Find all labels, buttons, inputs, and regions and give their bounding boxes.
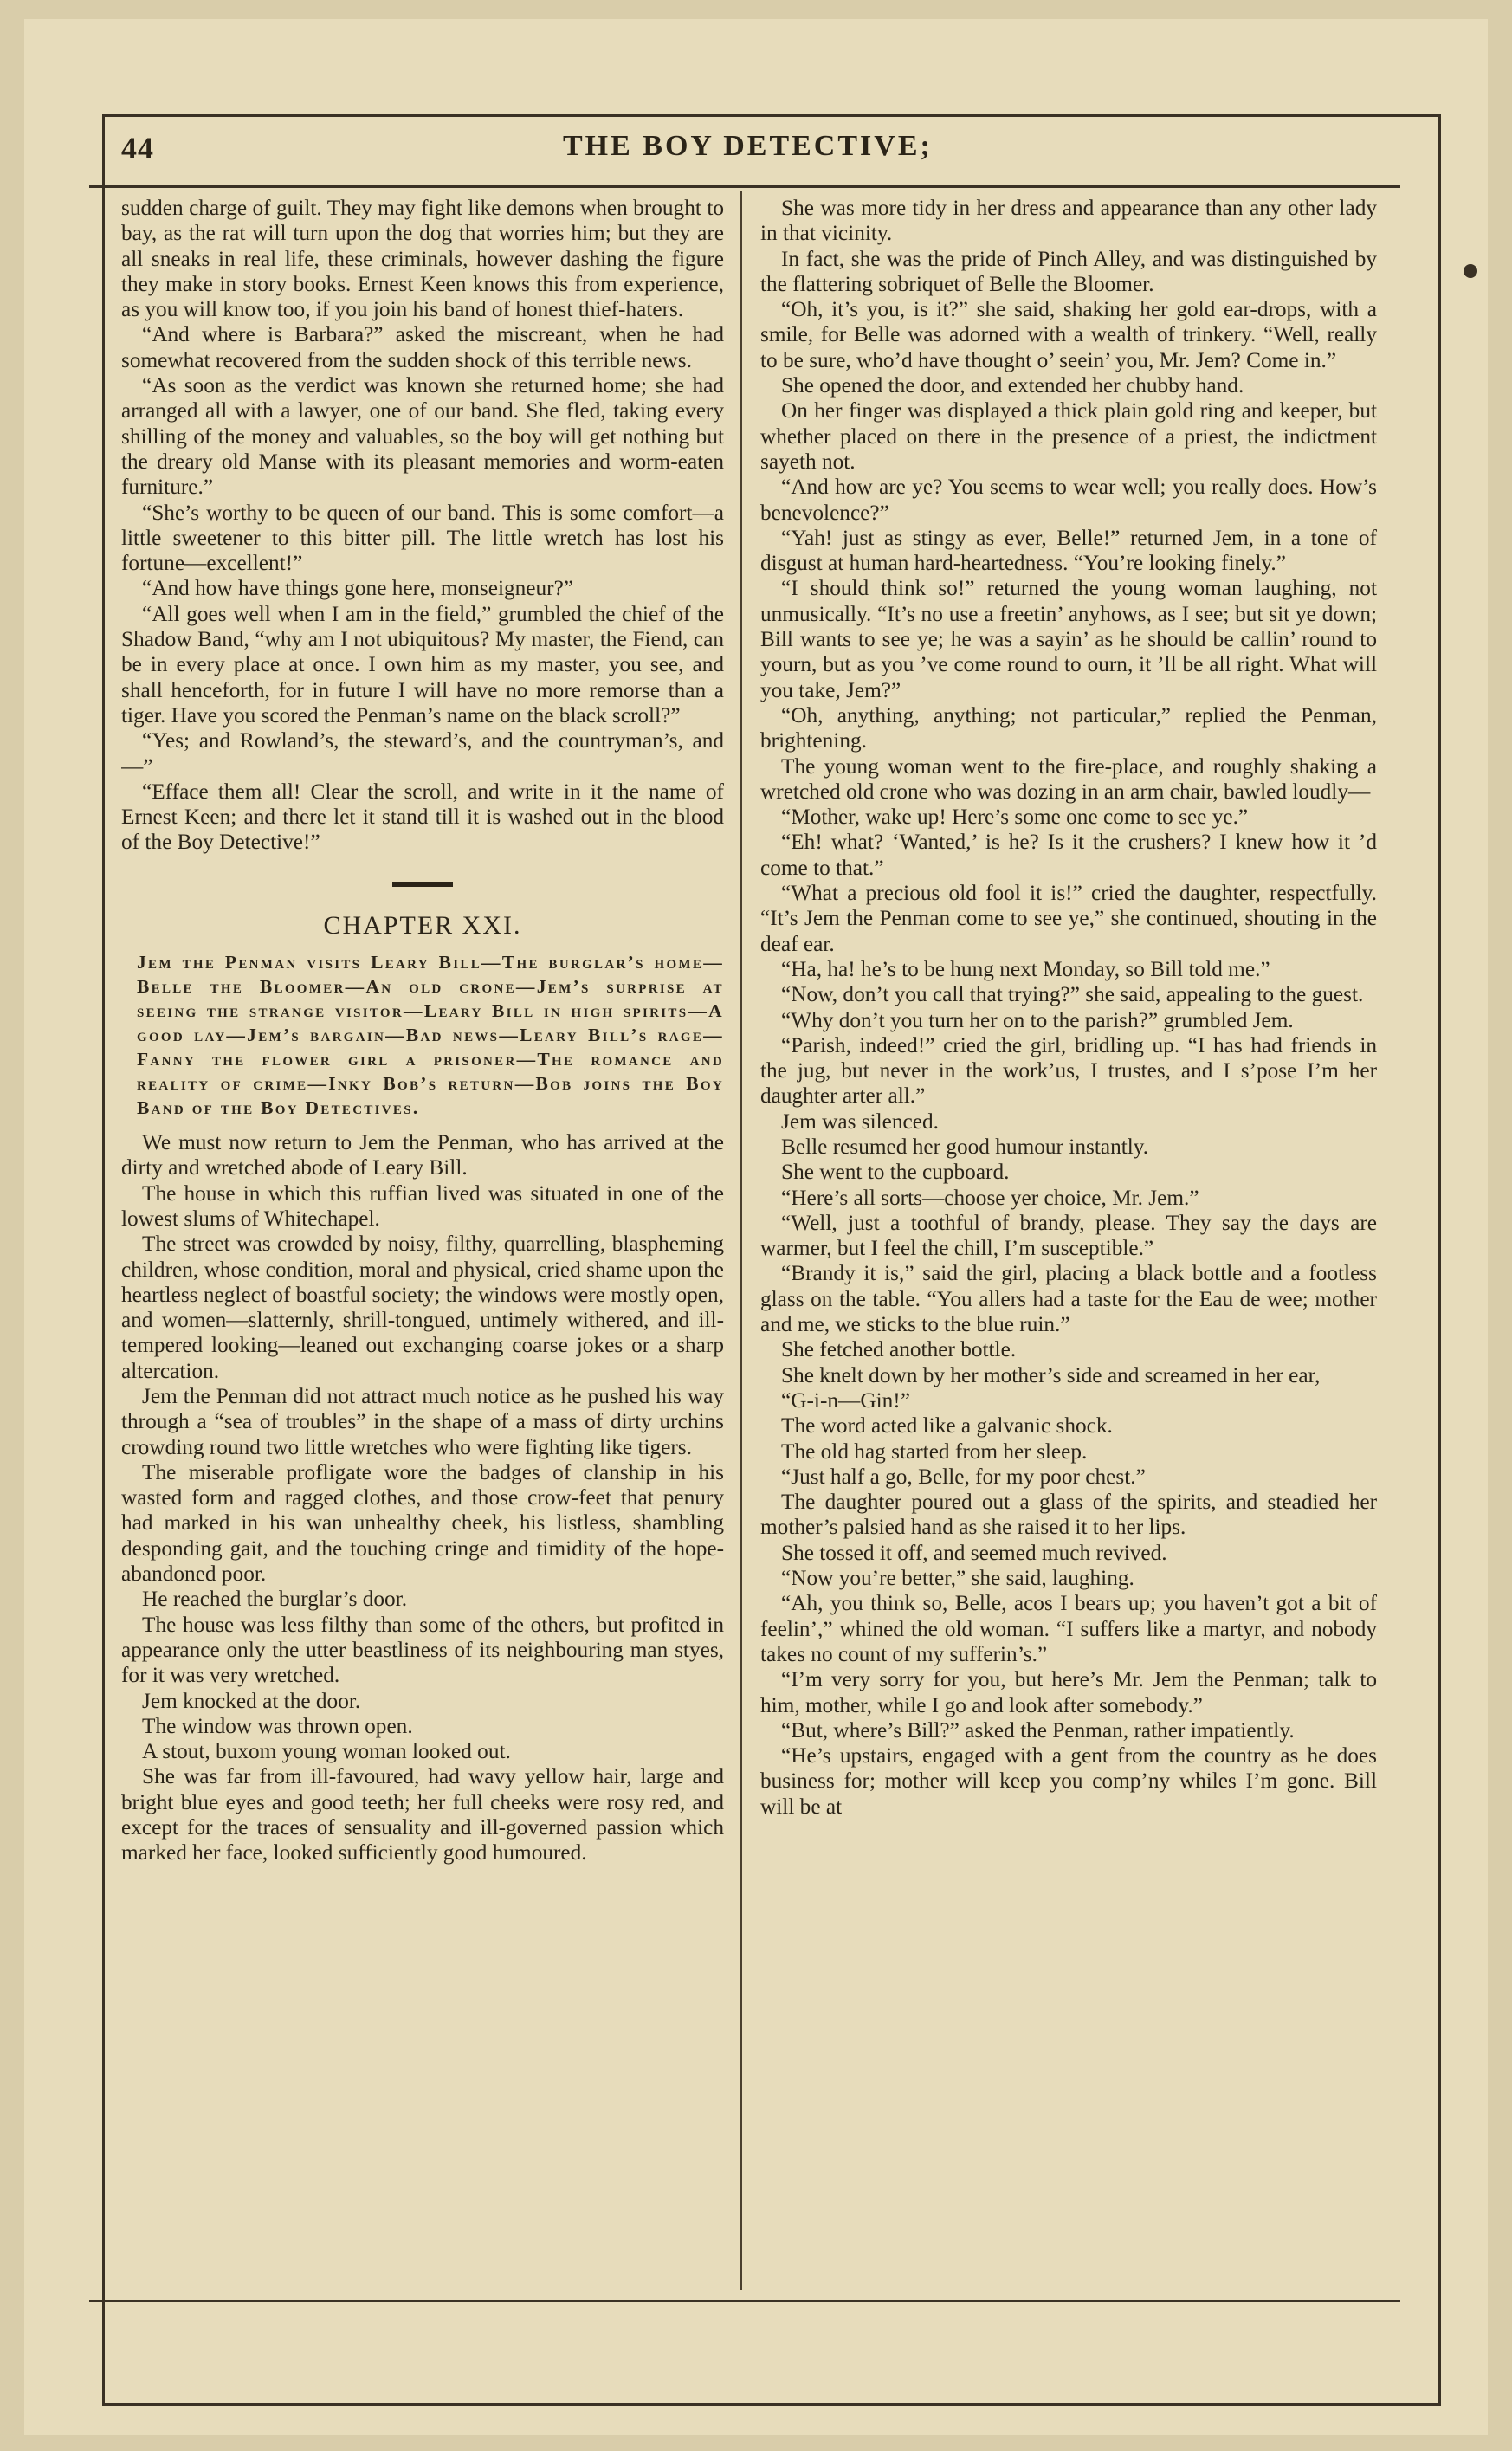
section-divider — [392, 882, 453, 887]
paragraph: The house in which this ruffian lived was situated in one of the lowest slums of Whitechapel. — [121, 1180, 724, 1231]
paragraph: “She’s worthy to be queen of our band. This is some comfort—a little sweetener to this bitter pill. The little wretch has lost his fortune—excellent!” — [121, 500, 724, 576]
paragraph: The old hag started from her sleep. — [781, 1439, 1088, 1464]
paragraph: She opened the door, and extended her chubby hand. — [781, 373, 1244, 398]
left-column-text-after-chapter — [121, 1130, 724, 1866]
footer-rule — [89, 2300, 1400, 2302]
paragraph: She was far from ill-favoured, had wavy yellow hair, large and bright blue eyes and good teeth; her full cheeks were rosy red, and except for the traces of sensuality and ill-governed passion which marked her face, looked sufficiently good humoured. — [121, 1764, 724, 1866]
paragraph: He reached the burglar’s door. — [142, 1587, 408, 1612]
paragraph: “But, where’s Bill?” asked the Penman, rather impatiently. — [781, 1717, 1295, 1743]
paragraph: “Why don’t you turn her on to the parish?” grumbled Jem. — [781, 1007, 1294, 1032]
paragraph: “I’m very sorry for you, but here’s Mr. Jem the Penman; talk to him, mother, while I go and look after somebody.” — [760, 1667, 1377, 1717]
paragraph: “Yes; and Rowland’s, the steward’s, and the countryman’s, and—” — [121, 728, 724, 779]
paragraph: “And how have things gone here, monseigneur?” — [142, 576, 574, 601]
chapter-synopsis: Jem the Penman visits Leary Bill—The burglar’s home—Belle the Bloomer—An old crone—Jem’s surprise at seeing the strange visitor—Leary Bill in high spirits—A good lay—Jem’s bargain—Bad news—Leary Bill’s rage—Fanny the flower girl a prisoner—The romance and reality of crime—Inky Bob’s return—Bob joins the Boy Band of the Boy Detectives. — [137, 952, 724, 1119]
paragraph: sudden charge of guilt. They may fight like demons when brought to bay, as the rat will turn upon the dog that worries him; but they are all sneaks in real life, these criminals, however dashing the figure they make in story books. Ernest Keen knows this from experience, as you will know too, if you join his band of honest thief-haters. — [121, 196, 724, 322]
paragraph: “Oh, anything, anything; not particular,” replied the Penman, brightening. — [760, 702, 1377, 753]
paragraph: “Oh, it’s you, is it?” she said, shaking her gold ear-drops, with a smile, for Belle was adorned with a wealth of trinkery. “Well, really to be sure, who’d have thought o’ seein’ you, Mr. Jem? Come in.” — [760, 297, 1377, 372]
paragraph: “As soon as the verdict was known she returned home; she had arranged all with a lawyer, one of our band. She fled, taking every shilling of the money and valuables, so the boy will get nothing but the dreary old Manse with its pleasant memories and worm-eaten furniture.” — [121, 373, 724, 500]
paragraph: She knelt down by her mother’s side and screamed in her ear, — [781, 1362, 1321, 1387]
paragraph: She went to the cupboard. — [781, 1160, 1010, 1185]
paragraph: On her finger was displayed a thick plain gold ring and keeper, but whether placed on there in the presence of a priest, the indictment sayeth not. — [760, 398, 1377, 474]
header-rule — [89, 185, 1400, 188]
paragraph: In fact, she was the pride of Pinch Alley, and was distinguished by the flattering sobriquet of Belle the Bloomer. — [760, 246, 1377, 296]
paragraph: Jem the Penman did not attract much notice as he pushed his way through a “sea of troubles” in the shape of a mass of dirty urchins crowding round two little wretches who were fighting like tigers. — [121, 1383, 724, 1459]
paragraph: “Brandy it is,” said the girl, placing a black bottle and a footless glass on the table. “You allers had a taste for the Eau de wee; mother and me, we sticks to the blue ruin.” — [760, 1261, 1377, 1337]
paragraph: Jem knocked at the door. — [142, 1688, 361, 1713]
paragraph: The window was thrown open. — [142, 1713, 413, 1738]
right-column-text — [760, 196, 1377, 1820]
paragraph: The daughter poured out a glass of the spirits, and steadied her mother’s palsied hand as she raised it to her lips. — [760, 1490, 1377, 1540]
paragraph: “Now, don’t you call that trying?” she said, appealing to the guest. — [781, 982, 1364, 1007]
right-column — [760, 196, 1377, 2295]
paragraph: The word acted like a galvanic shock. — [781, 1413, 1113, 1439]
paragraph: “G-i-n—Gin!” — [781, 1387, 910, 1413]
paragraph: “Ah, you think so, Belle, acos I bears up; you haven’t got a bit of feelin’,” whined the old woman. “I suffers like a martyr, and nobody takes no count of my sufferin’s.” — [760, 1591, 1377, 1666]
paragraph: “All goes well when I am in the field,” grumbled the chief of the Shadow Band, “why am I not ubiquitous? My master, the Fiend, can be in every place at once. I own him as my master, you see, and shall henceforth, for in future I will have no more remorse than a tiger. Have you scored the Penman’s name on the black scroll?” — [121, 601, 724, 728]
paragraph: “Just half a go, Belle, for my poor chest.” — [781, 1464, 1146, 1489]
paragraph: “Efface them all! Clear the scroll, and write in it the name of Ernest Keen; and there let it stand till it is washed out in the blood of the Boy Detective!” — [121, 779, 724, 855]
paragraph: “What a precious old fool it is!” cried the daughter, respectfully. “It’s Jem the Penman come to see ye,” she continued, shouting in the deaf ear. — [760, 881, 1377, 956]
paragraph: “Parish, indeed!” cried the girl, bridling up. “I has had friends in the jug, but never in the work’us, I trustes, and I s’pose I’m her daughter arter all.” — [760, 1032, 1377, 1109]
paragraph: “Yah! just as stingy as ever, Belle!” returned Jem, in a tone of disgust at human hard-heartedness. “You’re looking finely.” — [760, 525, 1377, 576]
column-divider — [740, 191, 742, 2290]
paragraph: A stout, buxom young woman looked out. — [142, 1739, 511, 1764]
paragraph: “Ha, ha! he’s to be hung next Monday, so Bill told me.” — [781, 956, 1270, 981]
paragraph: The street was crowded by noisy, filthy, quarrelling, blaspheming children, whose condition, moral and physical, cried shame upon the heartless neglect of boastful society; the windows were mostly open, and women—slatternly, shrill-tongued, untimely withered, and ill-tempered looking—leaned out exchanging coarse jokes or a sharp altercation. — [121, 1232, 724, 1383]
chapter-title: CHAPTER XXI. — [323, 910, 522, 940]
paragraph: She was more tidy in her dress and appearance than any other lady in that vicinity. — [760, 196, 1377, 246]
page-header — [121, 130, 1377, 182]
paragraph: She fetched another bottle. — [781, 1337, 1017, 1362]
running-title: THE BOY DETECTIVE; — [563, 130, 933, 162]
left-column — [121, 196, 724, 2295]
paragraph: The house was less filthy than some of the others, but profited in appearance only the utter beastliness of its neighbouring man styes, for it was very wretched. — [121, 1612, 724, 1688]
paragraph: Belle resumed her good humour instantly. — [781, 1134, 1149, 1159]
paragraph: The miserable profligate wore the badges of clanship in his wasted form and ragged clothes, and those crow-feet that penury had marked in his wan unhealthy cheek, his listless, shambling desponding gait, and the touching cringe and timidity of the hope-abandoned poor. — [121, 1459, 724, 1587]
paragraph: We must now return to Jem the Penman, who has arrived at the dirty and wretched abode of Leary Bill. — [121, 1130, 724, 1180]
paragraph: “And how are ye? You seems to wear well; you really does. How’s benevolence?” — [760, 475, 1377, 525]
paragraph: She tossed it off, and seemed much revived. — [781, 1540, 1167, 1565]
paragraph: Jem was silenced. — [781, 1109, 939, 1134]
paragraph: “Well, just a toothful of brandy, please. They say the days are warmer, but I feel the chill, I’m susceptible.” — [760, 1210, 1377, 1261]
paragraph: “I should think so!” returned the young woman laughing, not unmusically. “It’s no use a freetin’ anyhows, as I see; but sit ye down; Bill wants to see ye; he was a sayin’ as he should be callin’ round to yourn, but as you ’ve come round to ourn, it ’ll be all right. What will you take, Jem?” — [760, 576, 1377, 702]
ink-spot — [1464, 264, 1477, 278]
paragraph: “He’s upstairs, engaged with a gent from the country as he does business for; mother will keep you comp’ny whiles I’m gone. Bill will be at — [760, 1743, 1377, 1819]
paragraph: The young woman went to the fire-place, and roughly shaking a wretched old crone who was dozing in an arm chair, bawled loudly— — [760, 753, 1377, 804]
paragraph: “And where is Barbara?” asked the miscreant, when he had somewhat recovered from the sudden shock of this terrible news. — [121, 322, 724, 372]
paragraph: “Here’s all sorts—choose yer choice, Mr. Jem.” — [781, 1185, 1199, 1210]
paragraph: “Eh! what? ‘Wanted,’ is he? Is it the crushers? I knew how it ’d come to that.” — [760, 830, 1377, 880]
paragraph: “Now you’re better,” she said, laughing. — [781, 1566, 1134, 1591]
left-column-text-before-chapter — [121, 196, 724, 856]
page-number: 44 — [121, 131, 154, 165]
paragraph: “Mother, wake up! Here’s some one come to see ye.” — [781, 805, 1249, 830]
